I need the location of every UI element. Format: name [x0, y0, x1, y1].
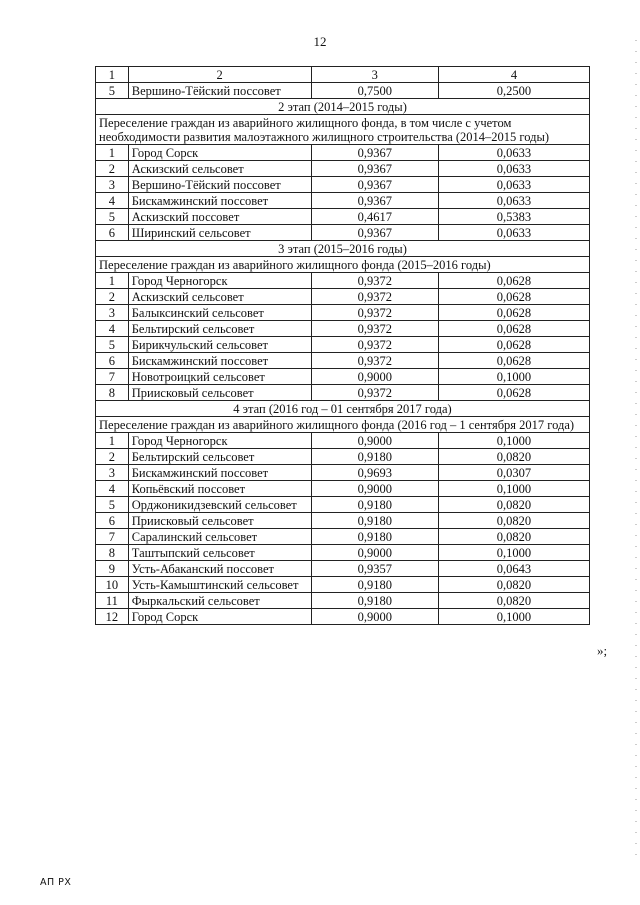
row-number: 2	[96, 161, 129, 177]
row-number: 10	[96, 577, 129, 593]
column-4-value: 0,1000	[438, 481, 589, 497]
table-row	[96, 209, 590, 225]
stage-description-row	[96, 115, 590, 145]
column-4-value: 0,0820	[438, 513, 589, 529]
municipality-name: Бельтирский сельсовет	[128, 321, 311, 337]
column-3-value: 0,9367	[311, 177, 438, 193]
column-3-value: 0,9000	[311, 609, 438, 625]
column-3-value: 0,9372	[311, 337, 438, 353]
table-row	[96, 177, 590, 193]
table-row	[96, 145, 590, 161]
table-row	[96, 433, 590, 449]
municipality-name: Саралинский сельсовет	[128, 529, 311, 545]
municipality-name: Ширинский сельсовет	[128, 225, 311, 241]
column-4-value: 0,0628	[438, 321, 589, 337]
table-row	[96, 305, 590, 321]
table-row	[96, 609, 590, 625]
table-row	[96, 481, 590, 497]
row-number: 6	[96, 353, 129, 369]
footer-mark: АП РХ	[40, 877, 72, 888]
municipality-name: Усть-Абаканский поссовет	[128, 561, 311, 577]
row-number: 12	[96, 609, 129, 625]
table-header-row	[96, 67, 590, 83]
column-3-value: 0,9693	[311, 465, 438, 481]
table-row	[96, 545, 590, 561]
stage-heading-row	[96, 241, 590, 257]
municipality-name: Фыркальский сельсовет	[128, 593, 311, 609]
table-row	[96, 289, 590, 305]
municipality-name: Город Черногорск	[128, 273, 311, 289]
row-number: 4	[96, 193, 129, 209]
column-4-value: 0,0820	[438, 593, 589, 609]
row-number: 5	[96, 83, 129, 99]
column-4-value: 0,0628	[438, 305, 589, 321]
column-3-value: 0,9372	[311, 289, 438, 305]
stage-heading: 3 этап (2015–2016 годы)	[96, 241, 590, 257]
column-3-value: 0,7500	[311, 83, 438, 99]
municipality-name: Город Черногорск	[128, 433, 311, 449]
municipality-name: Аскизский сельсовет	[128, 289, 311, 305]
municipality-name: Балыксинский сельсовет	[128, 305, 311, 321]
column-4-value: 0,0628	[438, 273, 589, 289]
column-4-value: 0,1000	[438, 545, 589, 561]
column-3-value: 0,9367	[311, 225, 438, 241]
column-4-value: 0,0633	[438, 161, 589, 177]
column-4-value: 0,1000	[438, 369, 589, 385]
column-4-value: 0,5383	[438, 209, 589, 225]
row-number: 1	[96, 433, 129, 449]
column-4-value: 0,0820	[438, 577, 589, 593]
column-3-value: 0,9180	[311, 577, 438, 593]
municipality-name: Аскизский сельсовет	[128, 161, 311, 177]
municipality-name: Бельтирский сельсовет	[128, 449, 311, 465]
row-number: 2	[96, 449, 129, 465]
stage-description: Переселение граждан из аварийного жилищного фонда (2016 год – 1 сентября 2017 года)	[96, 417, 590, 433]
column-3-value: 0,9367	[311, 145, 438, 161]
column-3-value: 0,9180	[311, 497, 438, 513]
municipality-name: Аскизский поссовет	[128, 209, 311, 225]
column-3-value: 0,9372	[311, 353, 438, 369]
column-3-value: 0,9000	[311, 433, 438, 449]
row-number: 8	[96, 385, 129, 401]
column-4-value: 0,0628	[438, 337, 589, 353]
table-row	[96, 465, 590, 481]
column-3-value: 0,9372	[311, 385, 438, 401]
scan-edge-marks	[635, 40, 637, 860]
column-4-value: 0,0633	[438, 225, 589, 241]
municipality-name: Усть-Камыштинский сельсовет	[128, 577, 311, 593]
row-number: 4	[96, 481, 129, 497]
stage-heading: 2 этап (2014–2015 годы)	[96, 99, 590, 115]
column-3-value: 0,9372	[311, 305, 438, 321]
column-4-value: 0,1000	[438, 609, 589, 625]
column-3-value: 0,9180	[311, 513, 438, 529]
column-header-4: 4	[438, 67, 589, 83]
column-4-value: 0,0820	[438, 529, 589, 545]
column-4-value: 0,2500	[438, 83, 589, 99]
table-row	[96, 593, 590, 609]
column-4-value: 0,0628	[438, 353, 589, 369]
table-row	[96, 577, 590, 593]
row-number: 6	[96, 225, 129, 241]
table-row	[96, 321, 590, 337]
row-number: 3	[96, 465, 129, 481]
column-3-value: 0,9000	[311, 369, 438, 385]
table-row	[96, 337, 590, 353]
row-number: 5	[96, 209, 129, 225]
municipality-name: Город Сорск	[128, 145, 311, 161]
row-number: 1	[96, 273, 129, 289]
table-row	[96, 449, 590, 465]
stage-heading-row	[96, 401, 590, 417]
column-4-value: 0,0633	[438, 177, 589, 193]
column-4-value: 0,0820	[438, 497, 589, 513]
row-number: 8	[96, 545, 129, 561]
column-4-value: 0,0628	[438, 289, 589, 305]
closing-quote-mark: »;	[597, 643, 608, 658]
column-header-2: 2	[128, 67, 311, 83]
table-row	[96, 83, 590, 99]
table-row	[96, 369, 590, 385]
municipality-name: Бискамжинский поссовет	[128, 353, 311, 369]
row-number: 1	[96, 145, 129, 161]
column-4-value: 0,0307	[438, 465, 589, 481]
column-3-value: 0,4617	[311, 209, 438, 225]
municipality-name: Копьёвский поссовет	[128, 481, 311, 497]
table-row	[96, 273, 590, 289]
municipality-name: Бискамжинский поссовет	[128, 193, 311, 209]
row-number: 4	[96, 321, 129, 337]
table-row	[96, 353, 590, 369]
table-row	[96, 225, 590, 241]
column-4-value: 0,0633	[438, 193, 589, 209]
row-number: 3	[96, 305, 129, 321]
table-row	[96, 561, 590, 577]
stage-description: Переселение граждан из аварийного жилищного фонда (2015–2016 годы)	[96, 257, 590, 273]
table-body	[96, 67, 590, 625]
column-4-value: 0,0633	[438, 145, 589, 161]
row-number: 11	[96, 593, 129, 609]
row-number: 7	[96, 529, 129, 545]
table-row	[96, 193, 590, 209]
column-3-value: 0,9357	[311, 561, 438, 577]
column-header-1: 1	[96, 67, 129, 83]
stage-heading-row	[96, 99, 590, 115]
column-4-value: 0,1000	[438, 433, 589, 449]
column-3-value: 0,9180	[311, 593, 438, 609]
row-number: 2	[96, 289, 129, 305]
column-3-value: 0,9372	[311, 273, 438, 289]
column-4-value: 0,0820	[438, 449, 589, 465]
row-number: 5	[96, 497, 129, 513]
table-row	[96, 529, 590, 545]
table-row	[96, 385, 590, 401]
municipality-name: Город Сорск	[128, 609, 311, 625]
table-row	[96, 513, 590, 529]
municipality-name: Таштыпский сельсовет	[128, 545, 311, 561]
row-number: 5	[96, 337, 129, 353]
column-3-value: 0,9367	[311, 161, 438, 177]
column-4-value: 0,0628	[438, 385, 589, 401]
municipality-name: Бирикчульский сельсовет	[128, 337, 311, 353]
allocation-table	[95, 66, 590, 625]
municipality-name: Бискамжинский поссовет	[128, 465, 311, 481]
column-header-3: 3	[311, 67, 438, 83]
stage-heading: 4 этап (2016 год – 01 сентября 2017 года)	[96, 401, 590, 417]
municipality-name: Приисковый сельсовет	[128, 513, 311, 529]
page-number: 12	[313, 34, 327, 49]
stage-description-row	[96, 257, 590, 273]
column-3-value: 0,9367	[311, 193, 438, 209]
row-number: 9	[96, 561, 129, 577]
municipality-name: Орджоникидзевский сельсовет	[128, 497, 311, 513]
table-row	[96, 161, 590, 177]
row-number: 6	[96, 513, 129, 529]
column-3-value: 0,9180	[311, 449, 438, 465]
row-number: 3	[96, 177, 129, 193]
row-number: 7	[96, 369, 129, 385]
table-row	[96, 497, 590, 513]
municipality-name: Вершино-Тёйский поссовет	[128, 177, 311, 193]
stage-description: Переселение граждан из аварийного жилищного фонда, в том числе с учетом необходимости развития малоэтажного жилищного строительства (2014–2015 годы)	[96, 115, 590, 145]
column-3-value: 0,9372	[311, 321, 438, 337]
column-3-value: 0,9000	[311, 481, 438, 497]
column-4-value: 0,0643	[438, 561, 589, 577]
municipality-name: Вершино-Тёйский поссовет	[128, 83, 311, 99]
municipality-name: Новотроицкий сельсовет	[128, 369, 311, 385]
column-3-value: 0,9000	[311, 545, 438, 561]
stage-description-row	[96, 417, 590, 433]
column-3-value: 0,9180	[311, 529, 438, 545]
municipality-name: Приисковый сельсовет	[128, 385, 311, 401]
